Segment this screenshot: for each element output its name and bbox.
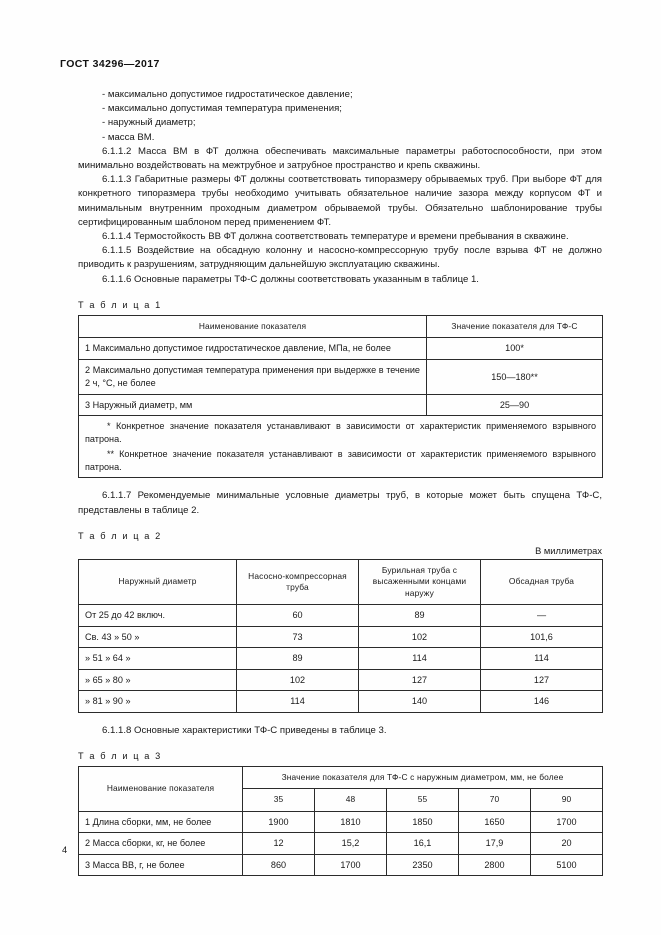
document-content (78, 88, 602, 876)
table-2-header-tubing: Насосно-компрессорная труба (237, 559, 359, 605)
table-2-units-note: В миллиметрах (535, 545, 602, 556)
table-row (79, 669, 603, 691)
table-3-row-2-name: 2 Масса сборки, кг, не более (79, 833, 243, 855)
table-row-footnotes (79, 416, 603, 478)
table-row (79, 811, 603, 833)
bullet-line-1: - максимально допустимое гидростатическое давление; (102, 89, 353, 100)
table-3-row-3-name: 3 Масса ВВ, г, не более (79, 854, 243, 876)
table-row (79, 605, 603, 627)
table-3-diameter-90: 90 (531, 789, 603, 812)
table-2-row-5-drill: 140 (359, 691, 481, 713)
table-3-diameter-70: 70 (459, 789, 531, 812)
paragraph-6-1-1-5: 6.1.1.5 Воздействие на обсадную колонну и насосно-компрессорную трубу после взрыва ФТ не должно приводить к разрушениям, затрудняющим дальнейшую эксплуатацию скважины. (78, 245, 602, 271)
table-2-row-2-range: Св. 43 » 50 » (79, 626, 237, 648)
table-2-row-4-tubing: 102 (237, 669, 359, 691)
table-2-row-4-casing: 127 (481, 669, 603, 691)
table-3-row-2-v1: 12 (243, 833, 315, 855)
paragraph-6-1-1-2: 6.1.1.2 Масса ВМ в ФТ должна обеспечивать максимальные параметры работоспособности, при этом минимально воздействовать на межтрубное и затрубное пространство и крепь скважины. (78, 145, 602, 172)
bullet-line-2: - максимально допустимая температура применения; (102, 103, 342, 115)
table-3-row-3-v3: 2350 (387, 854, 459, 876)
table-3-row-3-v2: 1700 (315, 854, 387, 876)
paragraph-6-1-1-7: 6.1.1.7 Рекомендуемые минимальные условные диаметры труб, в которые может быть спущена ТФ-С, представлены в таблице 2. (78, 490, 602, 516)
standard-header: ГОСТ 34296—2017 (60, 58, 160, 70)
table-3-row-1-v5: 1700 (531, 811, 603, 833)
table-3-header-group: Значение показателя для ТФ-С с наружным диаметром, мм, не более (243, 766, 603, 789)
table-3-diameter-35: 35 (243, 789, 315, 812)
table-3-row-3-v4: 2800 (459, 854, 531, 876)
table-2-row-1-tubing: 60 (237, 605, 359, 627)
table-2-row-5-casing: 146 (481, 691, 603, 713)
table-3 (78, 766, 603, 877)
table-row (79, 394, 603, 416)
table-2-row-1-drill: 89 (359, 605, 481, 627)
table-3-row-1-v4: 1650 (459, 811, 531, 833)
table-3-diameter-55: 55 (387, 789, 459, 812)
table-2-row-4-drill: 127 (359, 669, 481, 691)
table-2-row-2-casing: 101,6 (481, 626, 603, 648)
table-2 (78, 559, 603, 713)
paragraph-6-1-1-3: 6.1.1.3 Габаритные размеры ФТ должны соответствовать типоразмеру обрываемых труб. При выборе ФТ для конкретного типоразмера трубы необходимо учитывать обязательное наличие зазора между корпусом ФТ и минимальным внутренним проходным диаметром обрываемой трубы. Обязательно шаблонирование трубы сертифицированным шаблоном перед применением ФТ. (78, 174, 602, 228)
table-row (79, 338, 603, 360)
table-row (79, 648, 603, 670)
bullet-line-3: - наружный диаметр; (102, 117, 196, 129)
table-row (79, 691, 603, 713)
table-3-diameter-48: 48 (315, 789, 387, 812)
paragraph-6-1-1-8: 6.1.1.8 Основные характеристики ТФ-С приведены в таблице 3. (102, 724, 387, 736)
table-2-row-2-tubing: 73 (237, 626, 359, 648)
table-2-row-3-range: » 51 » 64 » (79, 648, 237, 670)
table-2-row-3-casing: 114 (481, 648, 603, 670)
table-2-caption: Т а б л и ц а 2 (78, 530, 162, 541)
table-3-row-2-v4: 17,9 (459, 833, 531, 855)
table-3-row-3-v5: 5100 (531, 854, 603, 876)
table-3-row-2-v3: 16,1 (387, 833, 459, 855)
table-1-row-1-value: 100* (427, 338, 603, 360)
table-2-row-5-tubing: 114 (237, 691, 359, 713)
table-3-row-1-name: 1 Длина сборки, мм, не более (79, 811, 243, 833)
table-1-footnotes (79, 416, 603, 478)
table-3-row-3-v1: 860 (243, 854, 315, 876)
table-3-row-1-v2: 1810 (315, 811, 387, 833)
table-1-footnote-1: * Конкретное значение показателя устанавливают в зависимости от характеристик применяемого взрывного патрона. (85, 421, 596, 444)
table-row (79, 854, 603, 876)
table-1-row-3-value: 25—90 (427, 394, 603, 416)
table-row-header (79, 766, 603, 789)
table-3-row-2-v2: 15,2 (315, 833, 387, 855)
table-1-header-name: Наименование показателя (79, 315, 427, 338)
table-2-header-outer-diameter: Наружный диаметр (79, 559, 237, 605)
table-row (79, 359, 603, 394)
table-3-row-1-v3: 1850 (387, 811, 459, 833)
table-3-header-name: Наименование показателя (79, 766, 243, 811)
table-1-header-value: Значение показателя для ТФ-С (427, 315, 603, 338)
table-1 (78, 315, 603, 479)
table-2-header-drill-pipe: Бурильная труба с высаженными концами наружу (359, 559, 481, 605)
page-number: 4 (62, 845, 68, 855)
table-1-row-2-name: 2 Максимально допустимая температура применения при выдержке в течение 2 ч, °С, не более (79, 359, 427, 394)
table-row-header (79, 559, 603, 605)
table-1-row-3-name: 3 Наружный диаметр, мм (79, 394, 427, 416)
table-row-header (79, 315, 603, 338)
table-row (79, 626, 603, 648)
table-3-row-2-v5: 20 (531, 833, 603, 855)
table-1-caption: Т а б л и ц а 1 (78, 299, 162, 310)
table-2-header-casing: Обсадная труба (481, 559, 603, 605)
table-2-row-2-drill: 102 (359, 626, 481, 648)
table-1-row-1-name: 1 Максимально допустимое гидростатическое давление, МПа, не более (79, 338, 427, 360)
paragraph-6-1-1-6: 6.1.1.6 Основные параметры ТФ-С должны соответствовать указанным в таблице 1. (102, 273, 479, 285)
table-row (79, 833, 603, 855)
table-1-footnote-2: ** Конкретное значение показателя устанавливают в зависимости от характеристик применяемого взрывного патрона. (85, 449, 596, 472)
table-2-row-3-tubing: 89 (237, 648, 359, 670)
table-2-row-1-range: От 25 до 42 включ. (79, 605, 237, 627)
paragraph-6-1-1-4: 6.1.1.4 Термостойкость ВВ ФТ должна соответствовать температуре и времени пребывания в скважине. (102, 231, 569, 243)
table-3-row-1-v1: 1900 (243, 811, 315, 833)
table-2-row-1-casing: — (481, 605, 603, 627)
table-3-caption: Т а б л и ц а 3 (78, 750, 162, 761)
table-2-row-5-range: » 81 » 90 » (79, 691, 237, 713)
table-2-row-3-drill: 114 (359, 648, 481, 670)
table-2-row-4-range: » 65 » 80 » (79, 669, 237, 691)
bullet-line-4: - масса ВМ. (102, 131, 155, 143)
table-1-row-2-value: 150—180** (427, 359, 603, 394)
